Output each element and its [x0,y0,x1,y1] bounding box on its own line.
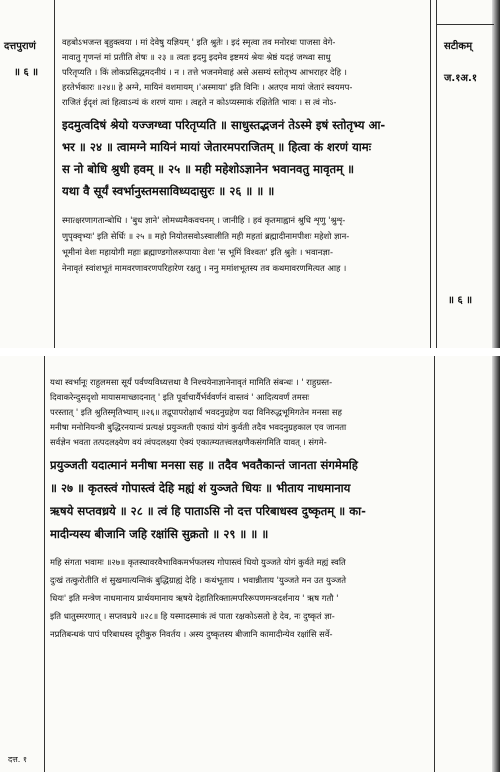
upper-manuscript-page [0,0,500,348]
verse-line: इदमुत्वदिषं श्रेयो यज्जग्ध्वा परितृप्यति ॥ साधुस्तद्भजनं तेऽस्मे इषं स्तोतृभ्य आ- [62,118,386,132]
verse-line: यथा वै सूर्यं स्वर्भानुस्तमसाविध्यदासुरः ॥ २६ ॥ ॥ ॥ [62,184,275,198]
commentary-line: परितृप्यति । किं लोकप्रसिद्धमदनीयं । न । तत्ते भजनमेवाहं असे असम्यं स्तोतृभ्य आभराहर देहि । [62,67,347,77]
verse-line: ॥ २७ ॥ कृतस्त्वं गोपास्त्वं देहि मह्यं शं युञ्जते धियः ॥ भीताय नाधमानाय [50,481,351,495]
commentary-line: धियः' इति मन्त्रेण नाधमानाय प्रार्थयमानाय ऋषये देहातिरिक्तात्मपरिरूपणमन्त्रदर्शनाय ' ऋष गतौ ' [50,593,339,603]
left-margin-rule [44,356,45,772]
right-margin-rule [434,356,435,772]
verse-line: प्रयुञ्जती यदात्मानं मनीषा मनसा सह ॥ तदैव भवतैकान्तं जानता संगमेमहि [50,458,358,472]
commentary-line: हरतेर्भकारः ॥२४॥ हे अग्ने, मायिनं वशमायम् ।'अस्माया' इति विनिः । अतएव मायां जेतारं स्वयमप- [62,82,353,92]
right-margin-rule-inner [436,0,437,348]
page-edge-shadow [492,356,500,772]
right-margin-title: सटीकम् [444,41,473,52]
lower-manuscript-page [0,356,500,772]
commentary-line: मनीषा मनोनियन्त्री बुद्धिरनयान्यं प्रत्यक्षं प्रयुञ्जती एकाग्रं योगं कुर्वती तदैव भवदनुग्रहकाल एव जानता [50,422,347,432]
commentary-line: नप्रतिबन्धकं पापं परिबाधस्व दूरीकुरु निवर्तय । अस्य दुष्कृतस्य बीजानि कामादीन्येव रक्षांसि सर्वे- [50,629,333,639]
right-margin-chapter-ref: ज.१अ.१ [444,73,478,84]
right-margin-title-rule [436,24,494,25]
page-signature-mark: दत्त. १ [8,755,28,764]
commentary-line: भूमीनां वेशः महायोगी महाः ब्रह्माण्डगोलरूपायाः वेशः 'स भूमिं विश्वतः' इति श्रुतेः । भवानज्ञा- [62,247,333,257]
commentary-line: राजितं ईदृशं त्वां हित्वाऽन्यं कं शरणं यामः । त्वद्दते न कोऽप्यस्माकं रक्षितेति भावः । स त्वं नोऽ- [62,97,337,107]
commentary-line: परस्तात् ' इति श्रुतिस्मृतिभ्याम् ॥२६॥ तद्रूपापरोक्षार्थं भवदनुग्रहेण यदा विनिरुद्धभूमिगतेन मनसा सह [50,407,342,417]
commentary-line: नावातु गृणन्तं मां प्रतीति शेषः ॥ २३ ॥ त्वतः इदमु इदमेव इष्टमयं श्रेयः श्रेष्ठं यदहं जग्ध्वा साधु [62,52,331,62]
commentary-line: नेनावृतं स्वांशभूतं मामवरणावरणपरिहारेण रक्षतु । ननु ममांशभूतस्य तव कथमावरणमित्यत आह । [62,263,347,273]
page-edge-shadow [492,0,500,348]
verse-line: भर ॥ २४ ॥ त्वामग्ने मायिनं मायां जेतारमपराजितम् ॥ हित्वा कं शरणं यामः [62,140,372,154]
commentary-line: यथा स्वर्भानूः राहुलमसा सूर्यं पर्वण्यविध्यत्तथा वै निश्चयेनाज्ञानेनावृतं मामिति संबन्धः । ' राहुग्रस्त- [50,377,333,387]
verse-line: मादीन्यस्य बीजानि जहि रक्षांसि सुक्रतो ॥ २९ ॥ ॥ ॥ [50,527,269,541]
left-margin-title: दत्तपुराणं [4,41,36,52]
commentary-line: दिवाकरेन्दुसदृशो मायासमाच्छादनात् ' इति पूर्वाचार्यैर्भर्ववर्णनं वास्तवं ' आदित्यवर्णं तमसः [50,392,310,402]
left-margin-rule [54,0,55,348]
commentary-line: महि संगता भवामः ॥२७॥ कृतस्थावरवैभाविकमर्भफलस्य गोपास्त्वं धियो युञ्जते योगं कुर्वते मह्यं स्वति [50,557,346,567]
page-separator [0,348,500,356]
commentary-line: सर्वज्ञेन भवता तत्पदलक्ष्येण वयं त्वंपदलक्ष्या ऐक्यं एकात्म्यतत्त्वलक्षणैकसंगमिति यावत् । संगमे- [50,437,327,447]
commentary-line: णुपृक्वृभ्यः' इति सेर्धिः ॥ २५ ॥ महो नियोतसवोऽस्वालीति मही महतां ब्रह्मादीनामपीशः महेशो ज्ञान- [62,231,350,241]
commentary-line: दुःखं तत्कुरोतीति शं सुखमात्यन्तिकं बुद्धिग्राह्यं देहि । कथंभूताय । भवान्नीताय 'युञ्जते मन उत युञ्जते [50,575,347,585]
commentary-line: वहबोऽभजन्त बृहुक्त्वया । मां देवेषु यज्ञियम् ' इति श्रुतेः । इदं स्मृत्वा तव मनोरथः पाजसा वेगे- [62,37,336,47]
commentary-line: इति धातुस्मरणात् । सप्तवध्रये ॥२८॥ हि यस्मादस्माकं त्वं पाता रक्षकोऽसतो हे देव, नः दुष्कृतं ज्ञा- [50,611,335,621]
verse-line: स नो बोधि श्रुधी हवम् ॥ २५ ॥ मही महेशोऽज्ञानेन भवानवतु मावृतम् ॥ [62,162,355,176]
verse-line: ऋषये सप्तवध्रये ॥ २८ ॥ त्वं हि पाताऽसि नो दत्त परिबाधस्व दुष्कृतम् ॥ का- [50,504,366,518]
right-margin-folio: ॥ ६ ॥ [448,295,473,306]
right-margin-rule [430,0,431,348]
left-margin-folio: ॥ ६ ॥ [14,67,39,78]
commentary-line: स्मात्क्षरणागतान्बोधि । 'बुध ज्ञाने' लोमध्यमैकवचनम् । जानीहि । हवं कृतमाह्वानं श्रुधि शृणु 'श्रुशृ- [62,215,346,225]
